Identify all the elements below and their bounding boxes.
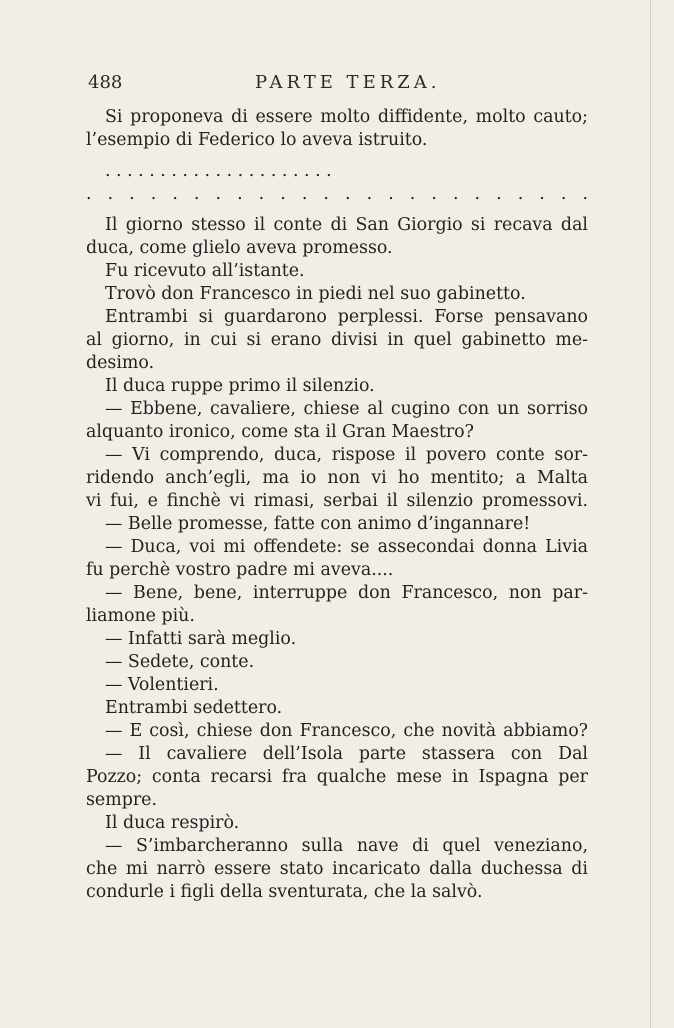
text-line: duca, come glielo aveva promesso. (86, 238, 393, 258)
text-line: — Duca, voi mi offendete: se assecondai donna Livia (105, 537, 588, 557)
text-line: desimo. (86, 353, 155, 373)
page-number: 488 (88, 72, 123, 93)
text-line: sempre. (86, 790, 157, 810)
text-line: Entrambi sedettero. (105, 698, 283, 718)
text-line: vi fui, e finchè vi rimasi, serbai il silenzio promessovi. (86, 491, 588, 511)
text-line: — Volentieri. (105, 675, 219, 695)
text-line: — Bene, bene, interruppe don Francesco, non par- (105, 583, 588, 603)
text-line: — S’imbarcheranno sulla nave di quel veneziano, (105, 836, 588, 856)
text-line: condurle i figli della sventurata, che la salvò. (86, 882, 483, 902)
text-line: — Ebbene, cavaliere, chiese al cugino con un sorriso (105, 399, 588, 419)
text-line: liamone più. (86, 606, 195, 626)
text-line: ridendo anch’egli, ma io non vi ho mentito; a Malta (86, 468, 588, 488)
text-line: — Sedete, conte. (105, 652, 255, 672)
text-line: — Infatti sarà meglio. (105, 629, 297, 649)
text-line: Si proponeva di essere molto diffidente, molto cauto; (105, 107, 588, 127)
running-head: PARTE TERZA. (255, 72, 441, 93)
text-line: Pozzo; conta recarsi fra qualche mese in Ispagna per (86, 767, 588, 787)
page-edge (650, 0, 651, 1028)
text-line: — E così, chiese don Francesco, che novità abbiamo? (105, 721, 588, 741)
spacer (86, 206, 588, 214)
page-header (88, 72, 584, 96)
body-text (86, 106, 588, 904)
text-line: al giorno, in cui si erano divisi in quel gabinetto me- (86, 330, 588, 350)
text-line: Entrambi si guardarono perplessi. Forse pensavano (105, 307, 588, 327)
text-line: Fu ricevuto all’istante. (105, 261, 305, 281)
text-line: Il duca ruppe primo il silenzio. (105, 376, 375, 396)
text-line: che mi narrò essere stato incaricato dalla duchessa di (86, 859, 588, 879)
text-line: Il duca respirò. (105, 813, 240, 833)
text-line: l’esempio di Federico lo aveva istruito. (86, 130, 428, 150)
spacer (86, 152, 588, 160)
text-line: fu perchè vostro padre mi aveva.... (86, 560, 394, 580)
text-line: — Belle promesse, fatte con animo d’ingannare! (105, 514, 531, 534)
text-line: Trovò don Francesco in piedi nel suo gabinetto. (105, 284, 526, 304)
ellipsis-line: . . . . . . . . . . . . . . . . . . . . . . . . (86, 184, 588, 204)
text-line: — Il cavaliere dell’Isola parte stassera con Dal (105, 744, 588, 764)
text-line: alquanto ironico, come sta il Gran Maestro? (86, 422, 474, 442)
text-line: — Vi comprendo, duca, rispose il povero conte sor- (105, 445, 588, 465)
ellipsis-line: . . . . . . . . . . . . . . . . . . . . . (105, 161, 332, 181)
text-line: Il giorno stesso il conte di San Giorgio si recava dal (105, 215, 588, 235)
